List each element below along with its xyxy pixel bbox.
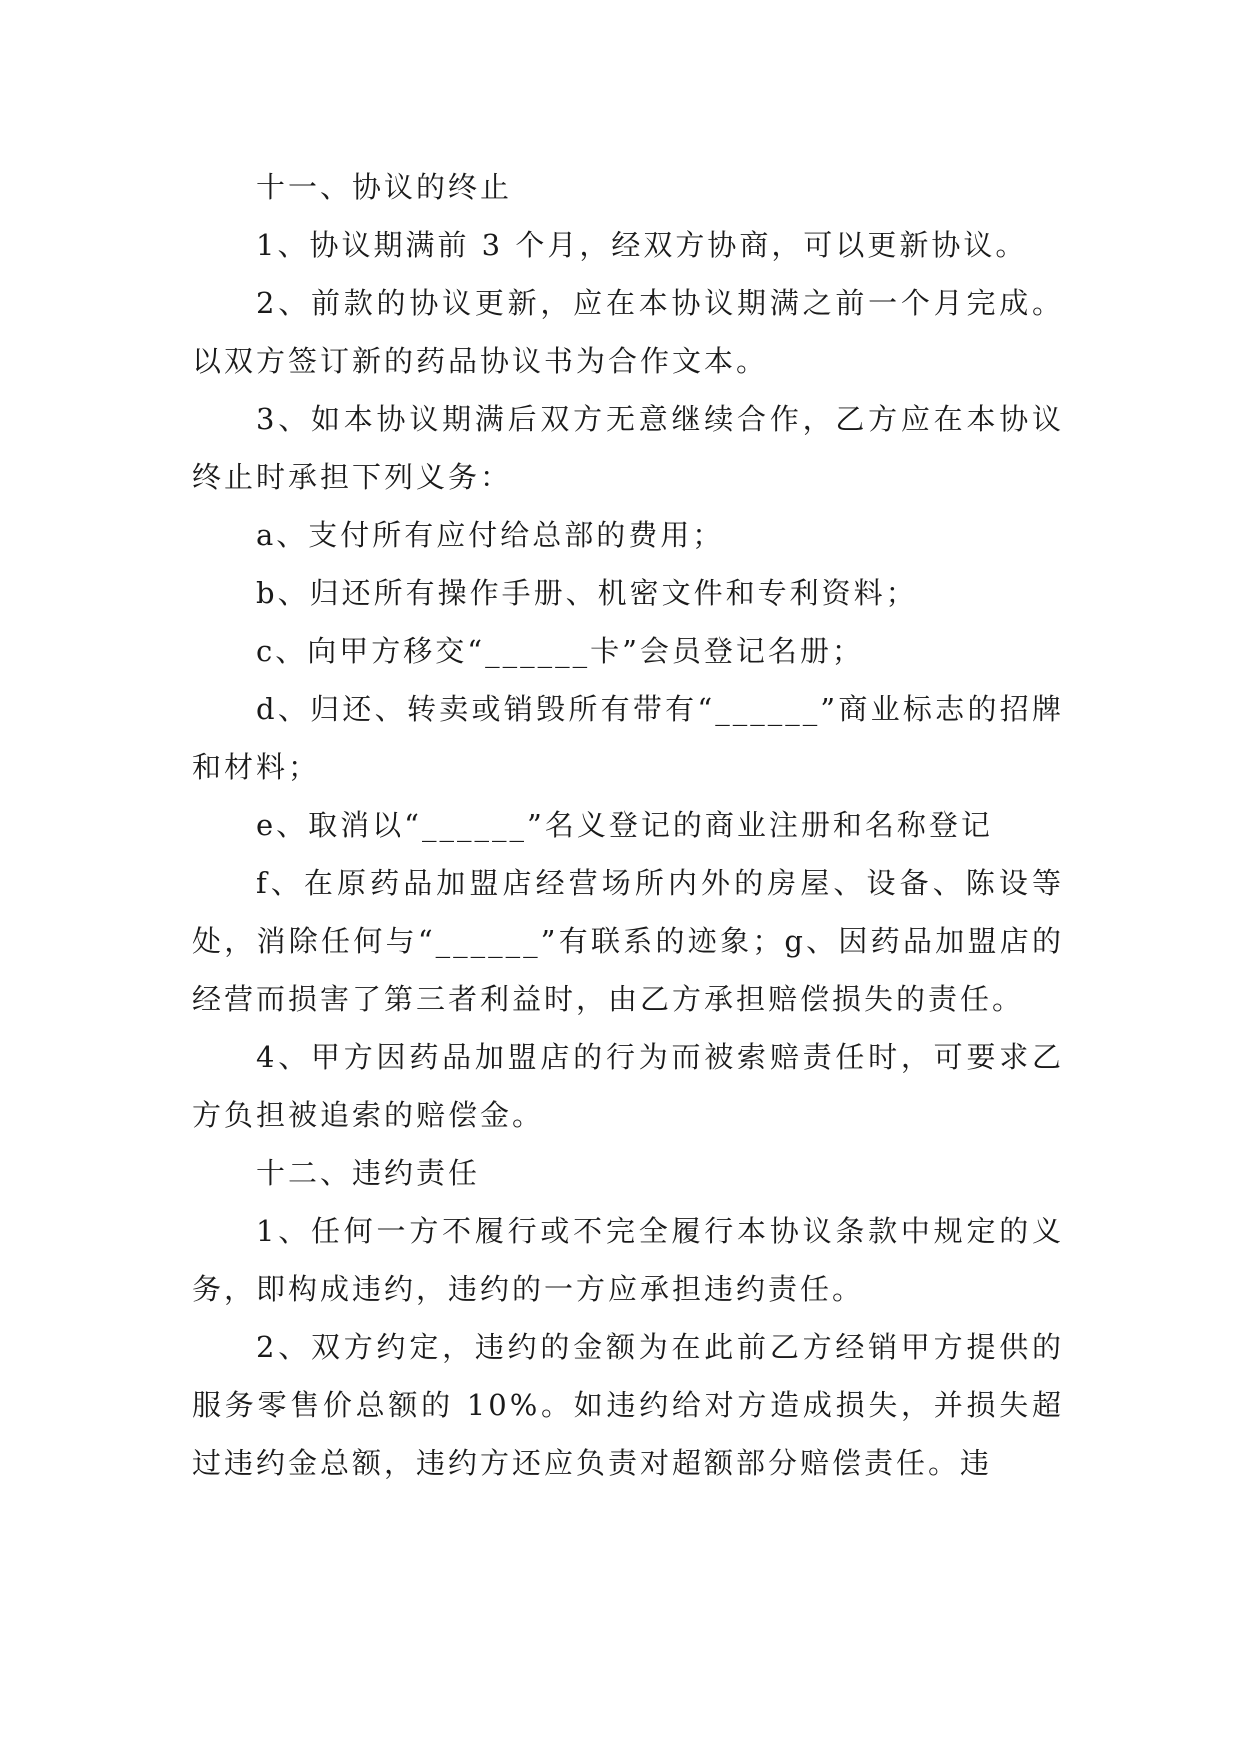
paragraph: 2、前款的协议更新，应在本协议期满之前一个月完成。以双方签订新的药品协议书为合作文本。: [192, 286, 1064, 378]
document-body: [192, 158, 1064, 1492]
paragraph: 1、任何一方不履行或不完全履行本协议条款中规定的义务，即构成违约，违约的一方应承担违约责任。: [192, 1214, 1064, 1306]
list-item: a、支付所有应付给总部的费用；: [256, 518, 725, 552]
section-heading-termination: 十一、协议的终止: [256, 170, 513, 204]
list-item: f、在原药品加盟店经营场所内外的房屋、设备、陈设等处，消除任何与“______”有联系的迹象；g、因药品加盟店的经营而损害了第三者利益时，由乙方承担赔偿损失的责任。: [192, 866, 1064, 1016]
paragraph: 1、协议期满前 3 个月，经双方协商，可以更新协议。: [256, 228, 1028, 262]
section-heading-breach: 十二、违约责任: [256, 1156, 481, 1190]
list-item: d、归还、转卖或销毁所有带有“______”商业标志的招牌和材料；: [192, 692, 1064, 784]
list-item: b、归还所有操作手册、机密文件和专利资料；: [256, 576, 918, 610]
paragraph: 4、甲方因药品加盟店的行为而被索赔责任时，可要求乙方负担被追索的赔偿金。: [192, 1040, 1064, 1132]
list-item: c、向甲方移交“______卡”会员登记名册；: [256, 634, 864, 668]
paragraph: 2、双方约定，违约的金额为在此前乙方经销甲方提供的服务零售价总额的 10%。如违约给对方造成损失，并损失超过违约金总额，违约方还应负责对超额部分赔偿责任。违: [192, 1330, 1064, 1480]
list-item: e、取消以“______”名义登记的商业注册和名称登记: [256, 808, 993, 842]
paragraph: 3、如本协议期满后双方无意继续合作，乙方应在本协议终止时承担下列义务：: [192, 402, 1064, 494]
